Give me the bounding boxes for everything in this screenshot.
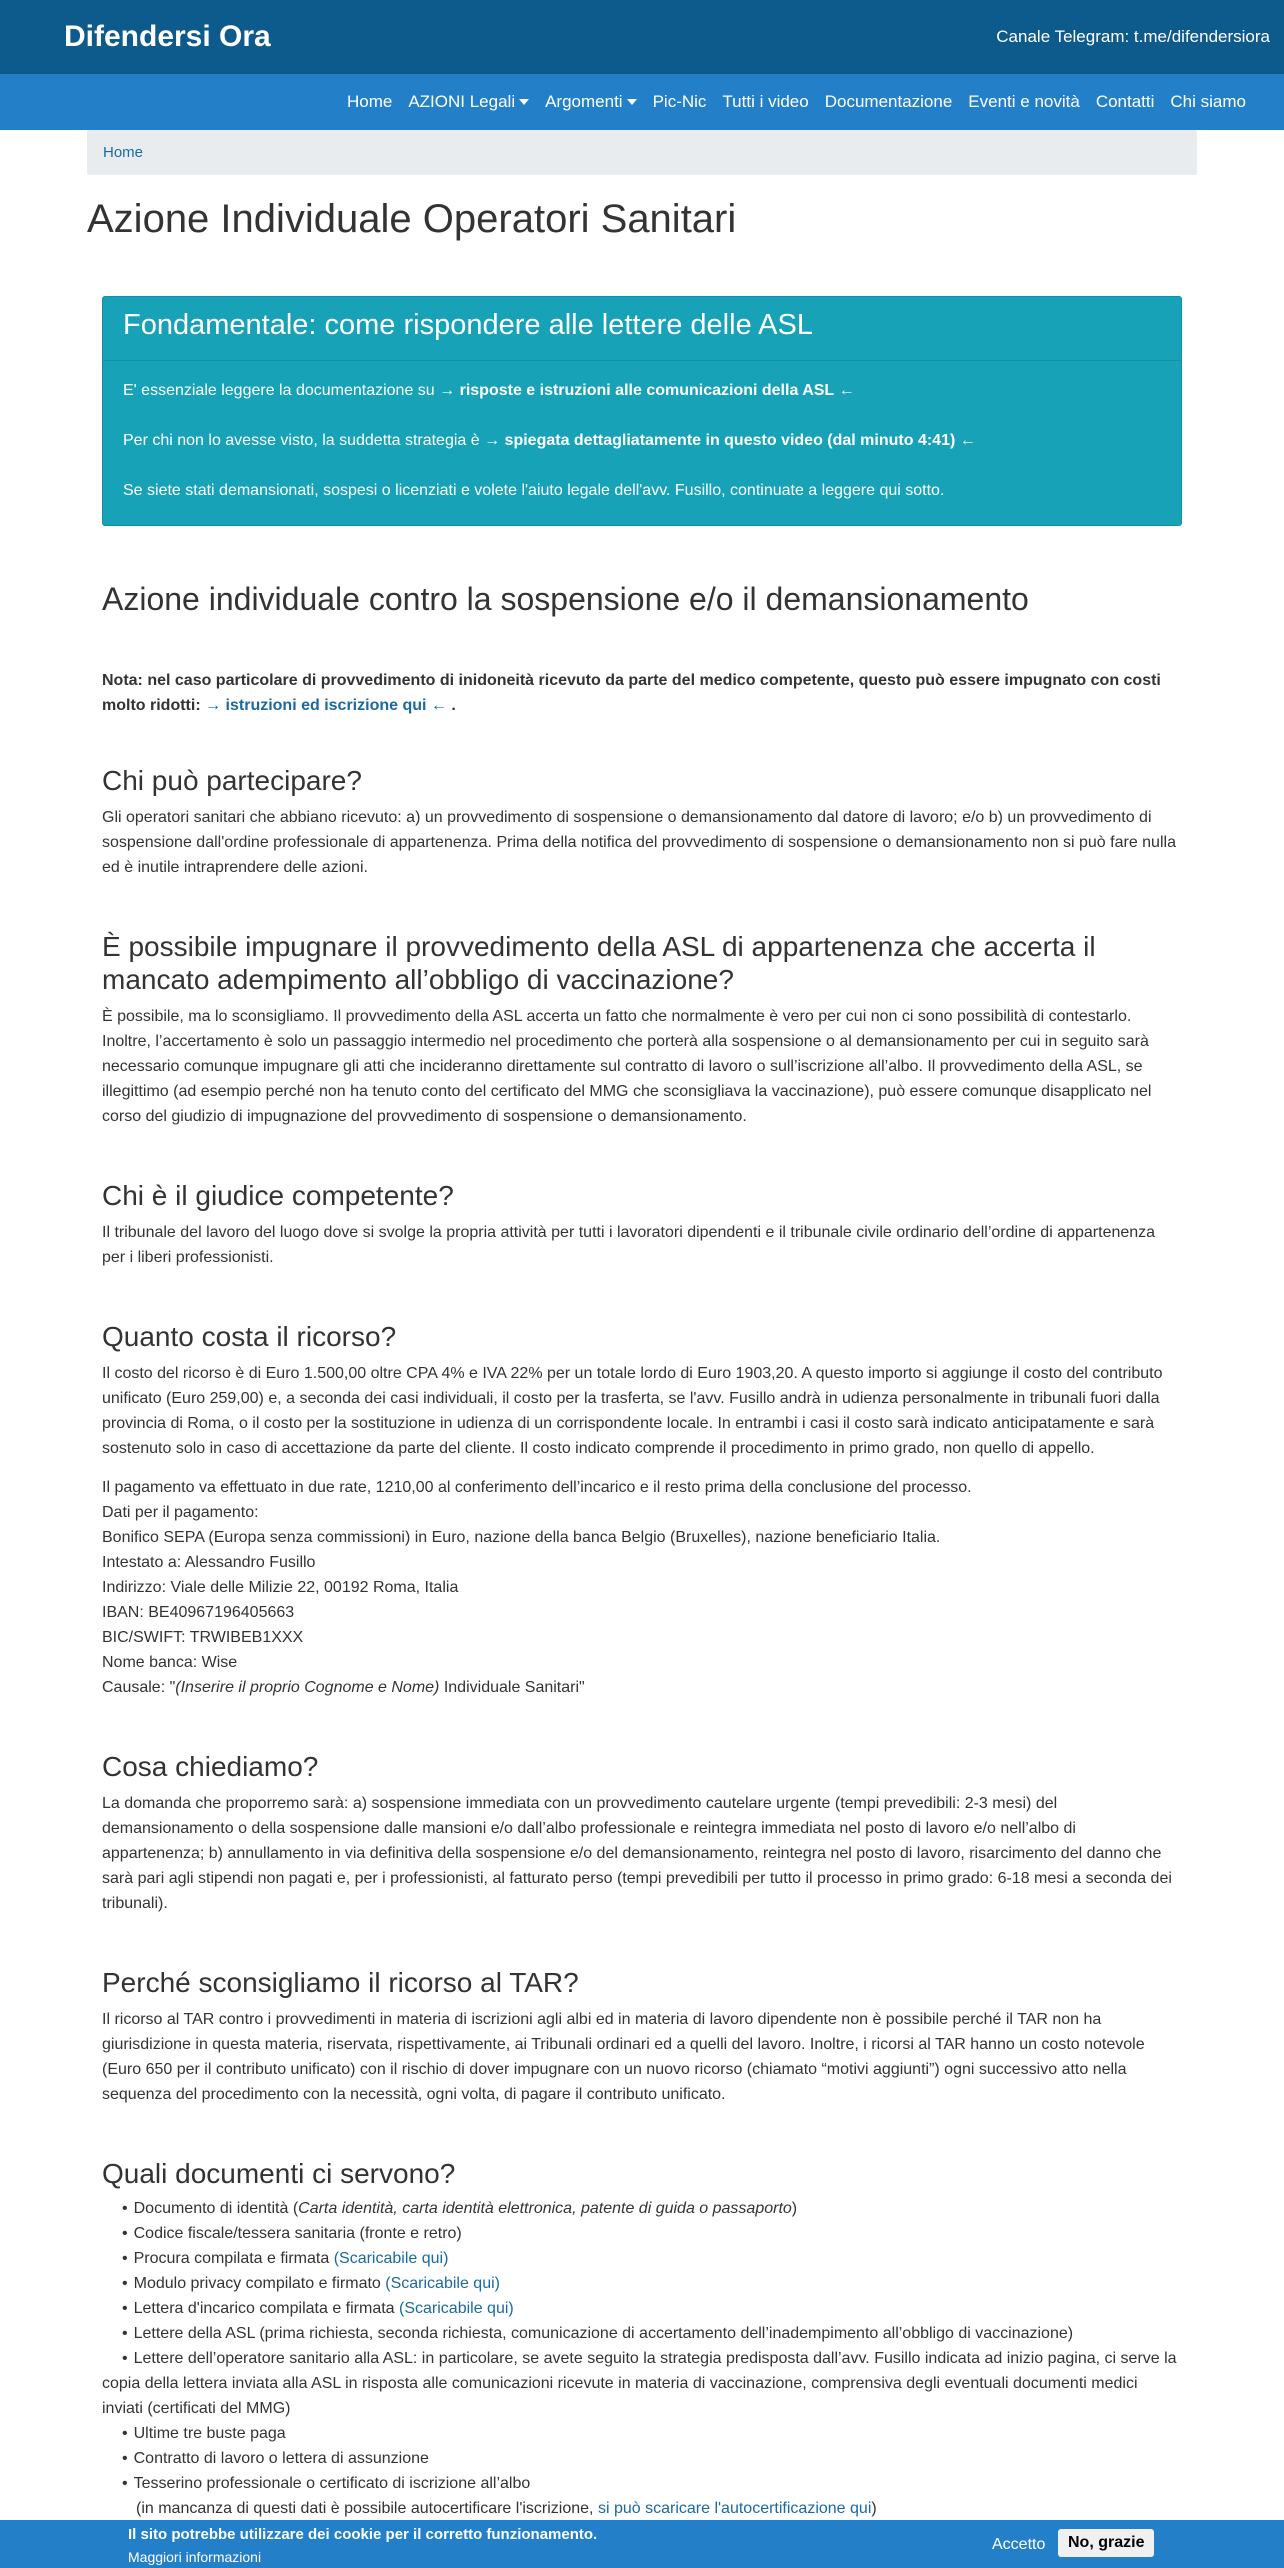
page-title: Azione Individuale Operatori Sanitari [87,197,737,241]
payment-details [102,1475,1182,1700]
nav-home[interactable] [347,92,392,112]
privacy-download-link[interactable]: (Scaricabile qui) [385,2275,500,2292]
nav-azioni-legali[interactable] [408,92,529,112]
inidoneita-note [102,668,1182,718]
info-box-title: Fondamentale: come rispondere alle lettere delle ASL [103,297,1181,361]
note-text: Nota: nel caso particolare di provvedimento di inidoneità ricevuto da parte del medico competente, questo può essere impugnato con costi molto ridotti: [102,672,1161,714]
info-paragraph-2 [123,431,1161,451]
nav-eventi[interactable] [968,92,1080,112]
info-box-body [103,361,1181,525]
heading-giudice-competente: Chi è il giudice competente? [102,1180,454,1211]
text-impugnare-provvedimento: È possibile, ma lo sconsigliamo. Il provvedimento della ASL accerta un fatto che normalmente è vero per cui non ci sono possibilità di contestarlo. Inoltre, l’accertamento è solo un passaggio intermedio nel procedimento che porterà alla sospensione o al demansionamento per cui in seguito sarà necessario comunque impugnare gli atti che incideranno direttamente sul contratto di lavoro o sull’iscrizione all’albo. Il provvedimento della ASL, se illegittimo (ad esempio perché non ha tenuto conto del certificato del MMG che sconsigliava la vaccinazione), può essere comunque disapplicato nel corso del giudizio di impugnazione del provvedimento di sospensione o demansionamento. [102,1008,1152,1125]
text-giudice-competente: Il tribunale del lavoro del luogo dove si svolge la propria attività per tutti i lavoratori dipendenti e il tribunale civile ordinario dell’ordine di appartenenza per i liberi professionisti. [102,1224,1156,1266]
nav-tutti-i-video-label: Tutti i video [722,92,809,111]
text-costo-ricorso: Il costo del ricorso è di Euro 1.500,00 oltre CPA 4% e IVA 22% per un totale lordo di Euro 1903,20. A questo importo si aggiunge il costo del contributo unificato (Euro 259,00) e, a seconda dei casi individuali, il costo per la trasferta, se l'avv. Fusillo andrà in udienza personalmente in tribunali fuori dalla provincia di Roma, o il costo per la sostituzione in udienza di un corrispondente locale. In entrambi i casi il costo sarà indicato anticipatamente e sarà sostenuto solo in caso di accettazione da parte del cliente. Il costo indicato comprende il procedimento in primo grado, non quello di appello. [102,1365,1163,1457]
documents-list [102,2196,1182,2521]
bullet: • [122,2200,128,2217]
heading-cosa-chiediamo: Cosa chiediamo? [102,1751,319,1782]
cookie-accept-button[interactable]: Accetto [992,2536,1046,2553]
bullet: • [122,2325,128,2342]
nav-argomenti[interactable] [545,92,636,112]
nav-pic-nic[interactable] [653,92,707,112]
heading-documenti: Quali documenti ci servono? [102,2158,456,2189]
causale-suffix: Individuale Sanitari" [439,1679,585,1696]
strategy-video-link[interactable]: spiegata dettagliatamente in questo video (dal minuto 4:41) [504,432,956,449]
lettere-operatore-text: Lettere dell’operatore sanitario alla ASL: in particolare, se avete seguito la strategia predisposta dall’avv. Fusillo indicata ad inizio pagina, ci serve la copia della lettera inviata alla ASL in risposta alle comunicazioni ricevute in materia di vaccinazione, comprensiva degli eventuali documenti medici inviati (certificati del MMG) [102,2350,1177,2417]
nav-tutti-i-video[interactable] [722,92,808,112]
nav-azioni-legali-label: AZIONI Legali [408,92,516,111]
payment-line: Intestato a: Alessandro Fusillo [102,1554,316,1571]
nav-contatti-label: Contatti [1095,92,1155,111]
payment-line: BIC/SWIFT: TRWIBEB1XXX [102,1629,304,1646]
heading-chi-puo-partecipare: Chi può partecipare? [102,765,362,796]
info-p2-text: Per chi non lo avesse visto, la suddetta strategia è → [123,432,505,449]
codice-fiscale-text: Codice fiscale/tessera sanitaria (fronte e retro) [133,2225,462,2242]
doc-id-text: Documento di identità ( [133,2200,299,2217]
cookie-decline-button[interactable]: No, grazie [1058,2529,1154,2557]
payment-causale [102,1675,1182,1700]
telegram-link[interactable]: Canale Telegram: t.me/difendersiora [996,27,1270,46]
info-p1-arrow: ← [834,382,855,399]
asl-instructions-link[interactable]: risposte e istruzioni alle comunicazioni della ASL [459,382,835,399]
main-section-heading: Azione individuale contro la sospensione e/o il demansionamento [102,581,1029,617]
nav-chi-siamo-label: Chi siamo [1170,92,1246,111]
procura-download-link[interactable]: (Scaricabile qui) [333,2250,449,2267]
payment-line: Indirizzo: Viale delle Milizie 22, 00192 Roma, Italia [102,1579,459,1596]
text-ricorso-tar: Il ricorso al TAR contro i provvedimenti in materia di iscrizioni agli albi ed in materia di lavoro dipendente non è possibile perché il TAR non ha giurisdizione in questa materia, riservata, rispettivamente, ai Tribunali ordinari ed a quelli del lavoro. Inoltre, i ricorsi al TAR hanno un costo notevole (Euro 650 per il contributo unificato) con il rischio di dover impugnare con un nuovo ricorso (chiamato “motivi aggiunti”) ogni successivo atto nella sequenza del procedimento con la necessità, ogni volta, di pagare il contributo unificato. [102,2011,1145,2103]
privacy-text: Modulo privacy compilato e firmato [133,2275,386,2292]
list-item [102,2421,1182,2446]
bullet: • [122,2300,128,2317]
procura-text: Procura compilata e firmata [133,2250,334,2267]
nav-contatti[interactable] [1096,92,1155,112]
cookie-message: Il sito potrebbe utilizzare dei cookie per il corretto funzionamento. [128,2526,598,2543]
main-navigation [0,74,1284,130]
buste-paga-text: Ultime tre buste paga [133,2425,286,2442]
bullet: • [122,2425,128,2442]
nav-home-label: Home [346,92,393,111]
info-paragraph-3: Se siete stati demansionati, sospesi o licenziati e volete l'aiuto legale dell'avv. Fusillo, continuate a leggere qui sotto. [123,482,945,499]
payment-line: Il pagamento va effettuato in due rate, 1210,00 al conferimento dell’incarico e il resto prima della conclusione del processo. [102,1479,972,1496]
site-brand[interactable]: Difendersi Ora [64,20,271,53]
nav-documentazione-label: Documentazione [824,92,953,111]
incarico-text: Lettera d'incarico compilata e firmata [133,2300,400,2317]
nav-chi-siamo[interactable] [1170,92,1246,112]
info-p1-text: E' essenziale leggere la documentazione su → [123,382,460,399]
bullet: • [122,2225,128,2242]
text-chi-puo-partecipare: Gli operatori sanitari che abbiano ricevuto: a) un provvedimento di sospensione o demansionamento dal datore di lavoro; e/o b) un provvedimento di sospensione dall'ordine professionale di appartenenza. Prima della notifica del provvedimento di sospensione o demansionamento non si può fare nulla ed è inutile intraprendere delle azioni. [102,809,1176,876]
doc-id-close: ) [791,2200,798,2217]
tesserino-note-text: (in mancanza di questi dati è possibile autocertificare l'iscrizione, [136,2500,598,2517]
heading-ricorso-tar: Perché sconsigliamo il ricorso al TAR? [102,1967,579,1998]
info-box [102,296,1182,526]
doc-id-types: Carta identità, carta identità elettronica, patente di guida o passaporto [298,2200,792,2217]
causale-placeholder: (Inserire il proprio Cognome e Nome) [175,1679,440,1696]
list-item [102,2346,1182,2421]
list-item [102,2321,1182,2346]
inidoneita-instructions-link[interactable]: → istruzioni ed iscrizione qui ← [205,697,447,714]
list-item [102,2246,1182,2271]
list-item [102,2196,1182,2221]
list-item [102,2271,1182,2296]
autocertificazione-link[interactable]: si può scaricare l'autocertificazione qui [597,2500,872,2517]
breadcrumb [87,130,1197,175]
causale-label: Causale: " [102,1679,176,1696]
nav-argomenti-label: Argomenti [545,92,623,111]
info-paragraph-1 [123,381,1161,401]
heading-costo-ricorso: Quanto costa il ricorso? [102,1321,397,1352]
bullet: • [122,2475,128,2492]
breadcrumb-home-link[interactable]: Home [103,144,144,161]
payment-line: Bonifico SEPA (Europa senza commissioni) in Euro, nazione della banca Belgio (Bruxelles), nazione beneficiario Italia. [102,1529,941,1546]
note-end: . [446,697,456,714]
nav-pic-nic-label: Pic-Nic [652,92,707,111]
payment-line: Nome banca: Wise [102,1654,238,1671]
tesserino-note-end: ) [871,2500,877,2517]
heading-impugnare-provvedimento: È possibile impugnare il provvedimento della ASL di appartenenza che accerta il mancato adempimento all’obbligo di vaccinazione? [102,931,1096,995]
bullet: • [122,2450,128,2467]
nav-eventi-label: Eventi e novità [968,92,1080,111]
tesserino-text: Tesserino professionale o certificato di iscrizione all’albo [133,2475,531,2492]
bullet: • [122,2250,128,2267]
cookie-banner [0,2520,1284,2568]
lettere-asl-text: Lettere della ASL (prima richiesta, seconda richiesta, comunicazione di accertamento dell’inadempimento all’obbligo di vaccinazione) [133,2325,1074,2342]
list-item [102,2296,1182,2321]
top-header [0,0,1284,74]
incarico-download-link[interactable]: (Scaricabile qui) [399,2300,514,2317]
bullet: • [122,2275,128,2292]
nav-documentazione[interactable] [825,92,953,112]
list-item [102,2221,1182,2246]
chevron-down-icon [519,99,529,105]
payment-line: Dati per il pagamento: [102,1504,259,1521]
chevron-down-icon [627,99,637,105]
cookie-more-info-link[interactable]: Maggiori informazioni [128,2549,262,2565]
list-item [102,2446,1182,2471]
contratto-text: Contratto di lavoro o lettera di assunzione [133,2450,429,2467]
info-p2-arrow: ← [955,432,976,449]
list-item [102,2471,1182,2496]
list-item-note [102,2496,1182,2521]
bullet: • [122,2350,128,2367]
payment-line: IBAN: BE40967196405663 [102,1604,295,1621]
text-cosa-chiediamo: La domanda che proporremo sarà: a) sospensione immediata con un provvedimento cautelare urgente (tempi prevedibili: 2-3 mesi) del demansionamento o della sospensione dalle mansioni e/o dall’albo professionale e reintegra immediata nel posto di lavoro e/o nell’albo di appartenenza; b) annullamento in via definitiva della sospensione e/o del demansionamento, reintegra nel posto di lavoro, risarcimento del danno che sarà pari agli stipendi non pagati e, per i professionisti, al fatturato perso (tempi prevedibili per tutto il processo in primo grado: 6-18 mesi a seconda dei tribunali). [102,1795,1172,1912]
main-content [0,296,1284,2521]
